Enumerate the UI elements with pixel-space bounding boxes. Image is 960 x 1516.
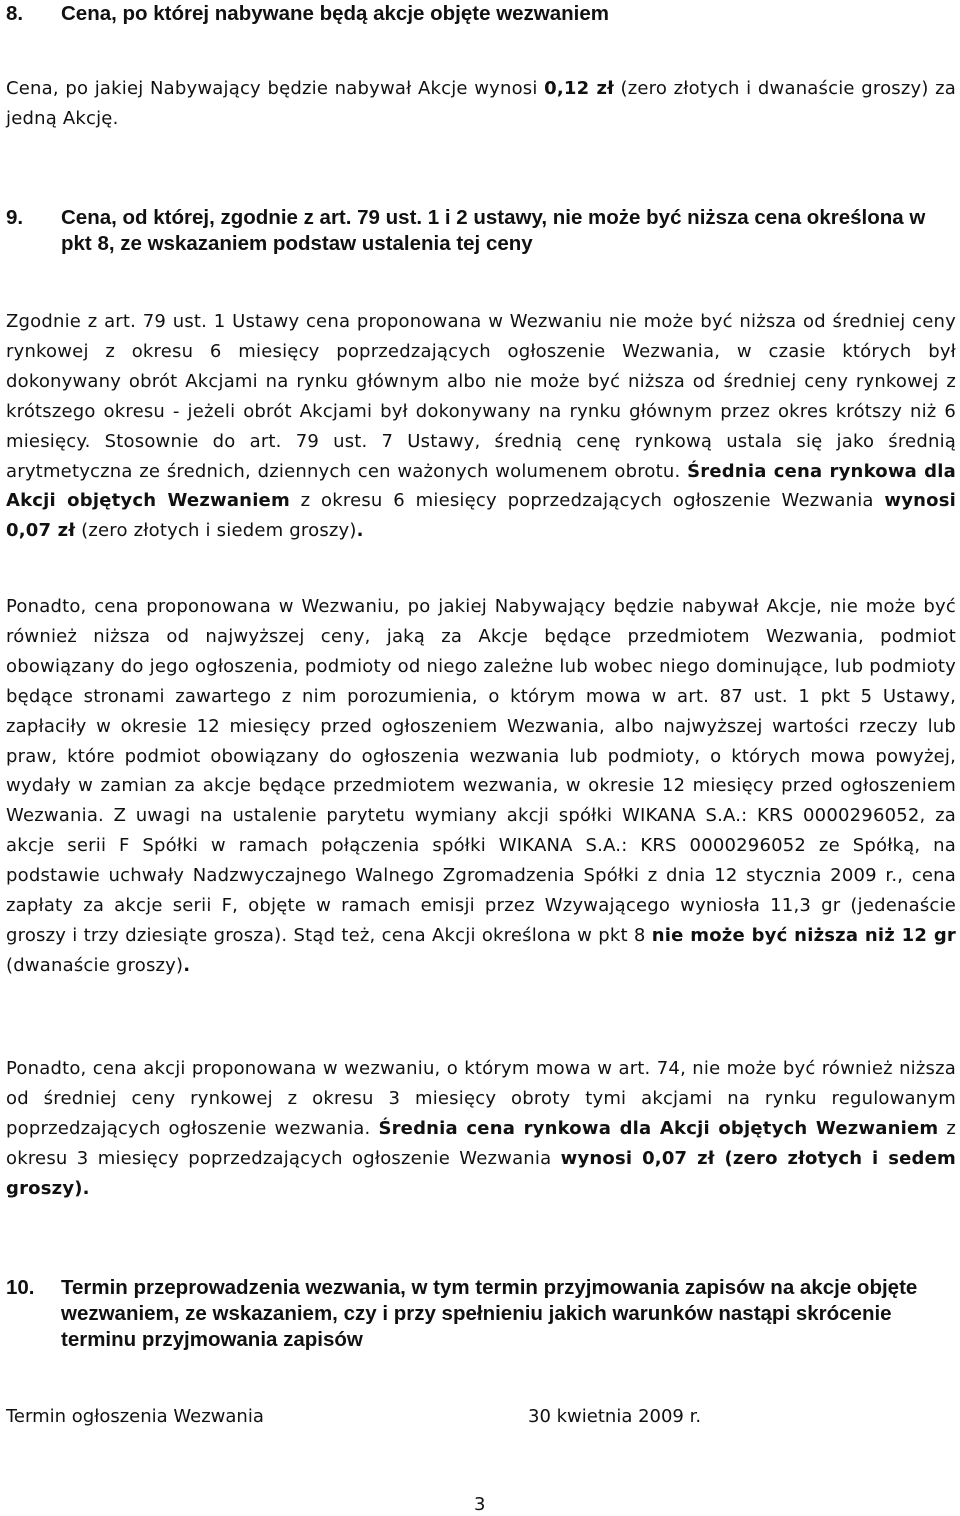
section-9-heading xyxy=(6,205,956,257)
section-10-heading xyxy=(6,1275,956,1353)
section-9-number: 9. xyxy=(6,206,24,229)
section-8-heading xyxy=(6,1,956,27)
term-announcement-label: Termin ogłoszenia Wezwania xyxy=(6,1406,264,1427)
page-number: 3 xyxy=(474,1494,486,1515)
section-9-paragraph-2: Ponadto, cena proponowana w Wezwaniu, po jakiej Nabywający będzie nabywał Akcje, nie może być również niższa od najwyższej ceny, jaką za Akcje będące przedmiotem Wezwania, podmiot obowiązany do jego ogłoszenia, podmioty od niego zależne lub wobec niego dominujące, lub podmioty będące stronami zawartego z nim porozumienia, o którym mowa w art. 87 ust. 1 pkt 5 Ustawy, zapłaciły w okresie 12 miesięcy przed ogłoszeniem Wezwania, albo najwyższej wartości rzeczy lub praw, które podmiot obowiązany do ogłoszenia wezwania lub podmioty, o których mowa powyżej, wydały w zamian za akcje będące przedmiotem wezwania, w okresie 12 miesięcy przed ogłoszeniem Wezwania. Z uwagi na ustalenie parytetu wymiany akcji spółki WIKANA S.A.: KRS 0000296052, za akcje serii F Spółki w ramach połączenia spółki WIKANA S.A.: KRS 0000296052 ze Spółką, na podstawie uchwały Nadzwyczajnego Walnego Zgromadzenia Spółki z dnia 12 stycznia 2009 r., cena zapłaty za akcje serii F, objęte w ramach emisji przez Wzywającego wyniosła 11,3 gr (jedenaście groszy i trzy dziesiąte grosza). Stąd też, cena Akcji określona w pkt 8 nie może być niższa niż 12 gr (dwanaście groszy). xyxy=(6,596,956,976)
section-9-paragraph-3: Ponadto, cena akcji proponowana w wezwaniu, o którym mowa w art. 74, nie może być również niższa od średniej ceny rynkowej z okresu 3 miesięcy obroty tymi akcjami na rynku regulowanym poprzedzających ogłoszenie wezwania. Średnia cena rynkowa dla Akcji objętych Wezwaniem z okresu 3 miesięcy poprzedzających ogłoszenie Wezwania wynosi 0,07 zł (zero złotych i sedem groszy). xyxy=(6,1058,956,1199)
section-10-number: 10. xyxy=(6,1276,35,1299)
section-9-paragraph-1: Zgodnie z art. 79 ust. 1 Ustawy cena proponowana w Wezwaniu nie może być niższa od średniej ceny rynkowej z okresu 6 miesięcy poprzedzających ogłoszenie Wezwania, w czasie których był dokonywany obrót Akcjami na rynku głównym albo nie może być niższa od średniej ceny rynkowej z krótszego okresu - jeżeli obrót Akcjami był dokonywany na rynku głównym przez okres krótszy niż 6 miesięcy. Stosownie do art. 79 ust. 7 Ustawy, średnią cenę rynkową ustala się jako średnią arytmetyczna ze średnich, dziennych cen ważonych wolumenem obrotu. Średnia cena rynkowa dla Akcji objętych Wezwaniem z okresu 6 miesięcy poprzedzających ogłoszenie Wezwania wynosi 0,07 zł (zero złotych i siedem groszy). xyxy=(6,311,956,542)
section-9-title: Cena, od której, zgodnie z art. 79 ust. 1 i 2 ustawy, nie może być niższa cena określona w pkt 8, ze wskazaniem podstaw ustalenia tej ceny xyxy=(61,206,926,255)
section-8-number: 8. xyxy=(6,2,24,25)
section-8-title: Cena, po której nabywane będą akcje objęte wezwaniem xyxy=(61,2,609,25)
section-10-title: Termin przeprowadzenia wezwania, w tym termin przyjmowania zapisów na akcje objęte wezwaniem, ze wskazaniem, czy i przy spełnieniu jakich warunków nastąpi skrócenie terminu przyjmowania zapisów xyxy=(61,1276,918,1351)
term-announcement-value: 30 kwietnia 2009 r. xyxy=(528,1406,702,1427)
section-8-paragraph: Cena, po jakiej Nabywający będzie nabywał Akcje wynosi 0,12 zł (zero złotych i dwanaście groszy) za jedną Akcję. xyxy=(6,78,956,129)
